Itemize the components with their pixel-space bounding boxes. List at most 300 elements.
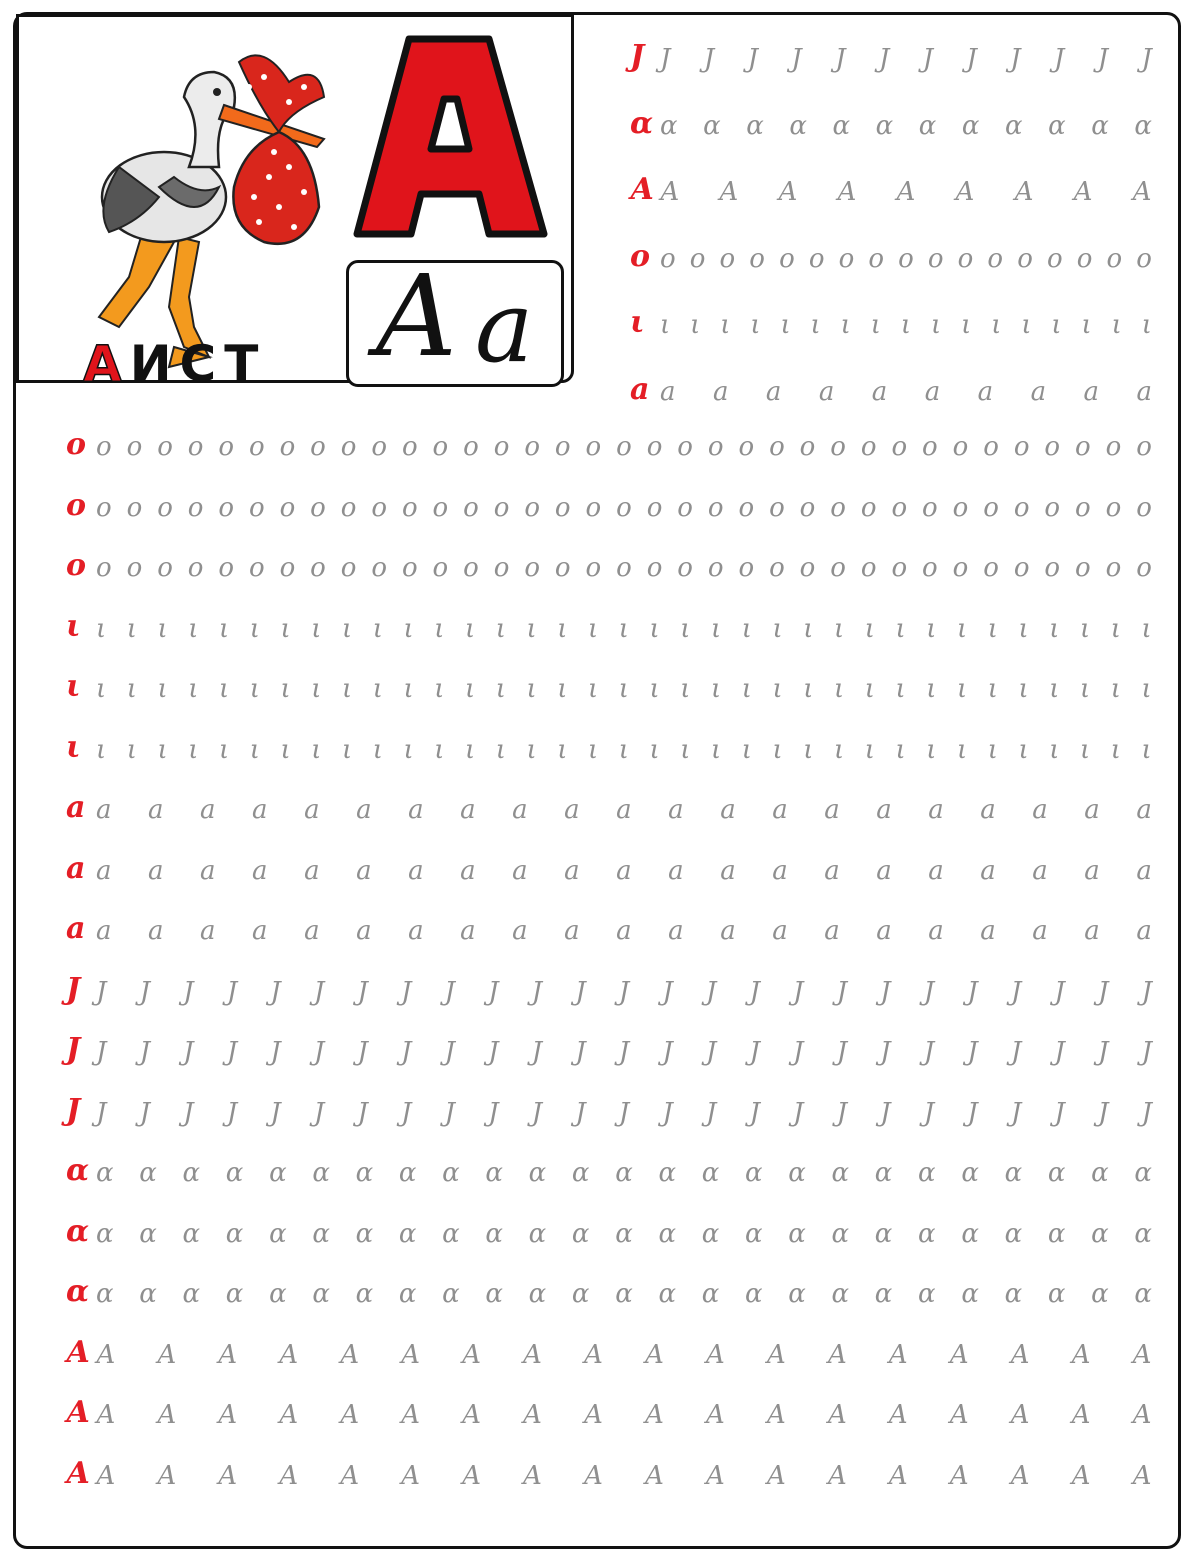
trace-letter: o <box>769 492 785 523</box>
trace-letter: o <box>1136 243 1152 274</box>
trace-letter: o <box>616 432 632 462</box>
trace-letter: ɑ <box>571 1158 590 1188</box>
trace-letter: ɑ <box>831 1218 850 1249</box>
trace-letter: J <box>880 1097 891 1128</box>
cursive-uppercase: А <box>374 252 459 382</box>
model-letter: А <box>66 1395 91 1430</box>
trace-letter: А <box>156 1339 177 1370</box>
trace-letter: o <box>616 492 632 523</box>
trace-letter: ι <box>465 613 476 644</box>
trace-letter: ι <box>495 613 506 644</box>
trace-letter: ɑ <box>571 1218 590 1249</box>
trace-letter: а <box>1084 916 1100 946</box>
trace-letter: А <box>278 1460 299 1491</box>
trace-letter: ι <box>96 674 107 704</box>
trace-letter: ι <box>495 734 506 765</box>
top-row <box>630 298 1152 338</box>
trace-letters <box>660 46 1152 72</box>
slant-line <box>0 0 10 1563</box>
trace-letter: ι <box>680 734 691 765</box>
trace-letter: ɑ <box>961 1158 979 1188</box>
trace-letter: J <box>791 44 802 74</box>
trace-letter: o <box>707 432 724 462</box>
trace-letter: J <box>313 976 325 1007</box>
trace-letter: o <box>922 492 938 523</box>
trace-letter: а <box>980 795 996 825</box>
trace-letter: ɑ <box>1134 110 1152 141</box>
trace-letter: J <box>662 976 673 1007</box>
trace-letter: ι <box>188 674 199 704</box>
trace-letter: ι <box>126 734 137 765</box>
trace-letter: ɑ <box>874 1218 893 1249</box>
trace-letter: А <box>766 1460 787 1491</box>
trace-letter: ι <box>1049 734 1060 765</box>
trace-letter: а <box>876 795 892 825</box>
trace-letter: ɑ <box>1047 1218 1066 1249</box>
trace-letter: ι <box>557 734 568 765</box>
bottom-row <box>66 1328 1152 1368</box>
trace-letters <box>96 1039 1152 1065</box>
bottom-row <box>66 783 1152 823</box>
trace-letter: J <box>1054 976 1065 1007</box>
model-letter: ɑ <box>66 1153 90 1188</box>
trace-letter: А <box>1132 1400 1152 1430</box>
trace-letter: а <box>200 795 216 825</box>
trace-letter: o <box>830 492 846 523</box>
model-letter: ι <box>66 669 81 704</box>
trace-letter: J <box>966 44 977 74</box>
trace-letter: o <box>585 492 602 523</box>
trace-letters <box>96 918 1152 944</box>
trace-letter: ɑ <box>874 1279 893 1309</box>
big-letter-a <box>349 29 549 249</box>
trace-letter: А <box>522 1460 543 1491</box>
trace-letter: ɑ <box>182 1279 201 1309</box>
trace-letter: ι <box>403 734 414 765</box>
trace-letter: o <box>554 492 571 523</box>
trace-letter: J <box>747 44 758 74</box>
trace-letter: o <box>868 243 885 274</box>
trace-letter: o <box>738 492 755 523</box>
trace-letter: ι <box>1049 613 1060 644</box>
trace-letter: ι <box>1111 310 1122 340</box>
trace-letter: а <box>408 916 424 946</box>
trace-letter: ɑ <box>1004 1279 1023 1309</box>
trace-letter: o <box>157 492 173 523</box>
trace-letter: o <box>585 432 602 462</box>
trace-letter: o <box>126 432 143 462</box>
trace-letter: а <box>712 376 729 407</box>
trace-letter: o <box>218 553 235 583</box>
trace-letter: А <box>888 1400 909 1430</box>
trace-letter: ι <box>403 674 414 704</box>
trace-letter: А <box>888 1460 909 1491</box>
trace-letter: ι <box>249 674 260 704</box>
trace-letter: а <box>96 795 112 825</box>
bottom-row <box>66 965 1152 1005</box>
trace-letter: ɑ <box>961 110 980 141</box>
trace-letter: o <box>463 432 479 462</box>
trace-letter: o <box>860 492 877 523</box>
trace-letter: o <box>1044 553 1061 583</box>
trace-letters <box>96 1097 1152 1128</box>
trace-letter: J <box>922 44 934 74</box>
trace-letter: J <box>139 1097 150 1128</box>
trace-letter: o <box>340 492 357 523</box>
trace-letter: J <box>444 1037 455 1067</box>
trace-letter: ɑ <box>442 1158 460 1188</box>
trace-letter: А <box>660 177 680 207</box>
trace-letter: А <box>827 1460 848 1491</box>
trace-letter: ι <box>864 613 875 644</box>
trace-letter: ɑ <box>1134 1279 1152 1309</box>
trace-letter: а <box>720 855 736 886</box>
model-letter: J <box>630 39 645 74</box>
trace-letter: J <box>1054 1037 1065 1067</box>
trace-letter: ι <box>834 734 845 765</box>
trace-letter: а <box>928 916 944 946</box>
trace-letter: ɑ <box>788 1218 806 1249</box>
trace-letter: А <box>1071 1400 1091 1430</box>
trace-letter: А <box>955 177 975 207</box>
trace-letter: o <box>677 492 693 523</box>
trace-letter: o <box>799 432 816 462</box>
trace-letter: o <box>187 432 204 462</box>
trace-letter: ι <box>403 613 414 644</box>
trace-letter: J <box>488 976 499 1007</box>
trace-letter: ι <box>219 734 230 765</box>
trace-letter: а <box>304 795 320 825</box>
trace-letter: а <box>356 916 372 946</box>
model-letter: ι <box>66 608 81 644</box>
trace-letter: o <box>248 553 265 583</box>
trace-letter: o <box>1075 553 1091 583</box>
trace-letter: ι <box>780 310 791 340</box>
trace-letter: ι <box>772 613 783 644</box>
trace-letter: J <box>531 1097 543 1128</box>
trace-letter: ι <box>342 613 353 644</box>
trace-letter: J <box>880 1037 891 1067</box>
trace-letters <box>96 1460 1152 1491</box>
trace-letter: А <box>1071 1460 1091 1491</box>
trace-letter: А <box>96 1339 116 1370</box>
trace-letter: o <box>987 243 1004 274</box>
trace-letter: ι <box>188 613 199 644</box>
trace-letter: J <box>270 976 281 1007</box>
trace-letter: ɑ <box>96 1218 114 1249</box>
trace-letter: J <box>313 1097 325 1128</box>
trace-letter: ι <box>618 613 629 644</box>
trace-letter: ɑ <box>918 1218 936 1249</box>
trace-letter: J <box>749 1037 760 1067</box>
trace-letter: а <box>765 376 782 407</box>
trace-letter: J <box>618 976 630 1007</box>
bottom-row <box>66 1388 1152 1428</box>
trace-letter: J <box>139 976 150 1007</box>
trace-letter: ɑ <box>961 1218 979 1249</box>
trace-letter: а <box>512 795 528 825</box>
trace-letter: а <box>408 795 424 825</box>
trace-letter: ɑ <box>398 1158 417 1188</box>
trace-letter: J <box>575 1037 586 1067</box>
bottom-row <box>66 602 1152 642</box>
trace-letter: А <box>400 1460 421 1491</box>
trace-letter: o <box>1044 432 1061 462</box>
trace-letter: А <box>278 1400 299 1430</box>
model-letter: А <box>66 1455 91 1491</box>
trace-letter: ɑ <box>615 1218 633 1249</box>
trace-letter: o <box>891 432 908 462</box>
trace-letter: J <box>444 976 455 1007</box>
trace-letters <box>96 492 1152 523</box>
trace-letter: o <box>585 553 602 583</box>
trace-letter: А <box>1010 1400 1030 1430</box>
trace-letter: А <box>217 1400 238 1430</box>
trace-letter: ɑ <box>744 1279 763 1309</box>
trace-letter: ι <box>126 674 137 704</box>
trace-letter: o <box>401 492 418 523</box>
trace-letter: ι <box>690 310 701 340</box>
bottom-row <box>66 723 1152 763</box>
trace-letter: а <box>1030 376 1047 407</box>
trace-letter: ι <box>834 674 845 704</box>
trace-letter: а <box>460 916 476 946</box>
trace-letter: ι <box>1080 674 1091 704</box>
trace-letter: а <box>252 795 268 825</box>
trace-letter: а <box>356 795 372 825</box>
trace-letter: J <box>660 44 671 74</box>
trace-letter: ɑ <box>355 1279 374 1309</box>
trace-letter: o <box>524 553 540 583</box>
trace-letter: o <box>1105 432 1122 462</box>
trace-letter: J <box>1141 976 1152 1007</box>
trace-letter: ι <box>372 734 383 765</box>
trace-letter: ι <box>157 674 168 704</box>
trace-letter: а <box>96 855 112 886</box>
trace-letter: ι <box>618 674 629 704</box>
trace-letter: а <box>977 376 994 407</box>
trace-letter: J <box>880 976 891 1007</box>
trace-letter: ɑ <box>528 1158 547 1188</box>
trace-letter: J <box>357 1097 368 1128</box>
trace-letter: o <box>96 432 112 462</box>
trace-letter: ι <box>495 674 506 704</box>
trace-letter: ι <box>1110 734 1121 765</box>
trace-letter: ι <box>741 674 752 704</box>
trace-letter: ι <box>342 734 353 765</box>
trace-letter: J <box>1097 976 1109 1007</box>
trace-letter: o <box>554 432 571 462</box>
trace-letter: ɑ <box>528 1218 547 1249</box>
model-letter: ɑ <box>66 1274 90 1309</box>
trace-letter: o <box>1076 243 1093 274</box>
trace-letter: o <box>1075 492 1091 523</box>
model-letter: А <box>66 1334 91 1370</box>
trace-letter: ι <box>1141 674 1152 704</box>
trace-letter: А <box>461 1339 482 1370</box>
trace-letter: А <box>1071 1339 1091 1370</box>
trace-letter: А <box>949 1339 970 1370</box>
trace-letter: ι <box>987 674 998 704</box>
trace-letter: J <box>793 976 804 1007</box>
trace-letter: ι <box>720 310 731 340</box>
trace-letter: J <box>1053 44 1065 74</box>
trace-letter: а <box>1084 795 1100 825</box>
trace-letter: o <box>1044 492 1061 523</box>
trace-letter: ι <box>434 613 445 644</box>
bottom-row <box>66 844 1152 884</box>
trace-letter: ɑ <box>832 110 851 141</box>
trace-letter: o <box>952 492 969 523</box>
trace-letter: А <box>644 1400 665 1430</box>
trace-letter: o <box>279 432 296 462</box>
trace-letter: а <box>564 795 580 825</box>
trace-letter: ι <box>864 734 875 765</box>
trace-letter: ɑ <box>615 1158 633 1188</box>
trace-letter: а <box>871 376 888 407</box>
trace-letters <box>96 734 1152 765</box>
trace-letter: ι <box>957 674 968 704</box>
trace-letter: o <box>310 492 326 523</box>
trace-letter: o <box>279 553 296 583</box>
trace-letter: ɑ <box>442 1218 460 1249</box>
trace-letter: J <box>835 44 846 74</box>
trace-letter: J <box>531 976 543 1007</box>
trace-letter: ɑ <box>182 1158 201 1188</box>
trace-letter: o <box>96 492 112 523</box>
trace-letter: J <box>1010 1037 1022 1067</box>
trace-letter: ι <box>987 734 998 765</box>
trace-letter: o <box>187 492 204 523</box>
trace-letter: ι <box>741 613 752 644</box>
trace-letters <box>96 434 1152 460</box>
trace-letter: ɑ <box>225 1279 244 1309</box>
trace-letter: ɑ <box>1005 110 1023 141</box>
model-letter: ι <box>630 305 645 340</box>
trace-letter: ɑ <box>658 1279 677 1309</box>
model-letter: ɑ <box>66 1213 90 1249</box>
trace-letter: А <box>96 1400 116 1430</box>
trace-letter: o <box>983 432 999 462</box>
trace-letter: ι <box>1110 674 1121 704</box>
trace-letter: а <box>616 855 632 886</box>
trace-letter: o <box>1105 553 1122 583</box>
trace-letter: o <box>952 432 969 462</box>
trace-letter: ɑ <box>831 1279 850 1309</box>
caption-word <box>83 335 267 393</box>
model-letter: а <box>66 911 86 946</box>
trace-letters <box>96 1339 1152 1370</box>
trace-letter: А <box>1014 177 1034 207</box>
trace-letter: J <box>400 976 412 1007</box>
trace-letter: ι <box>803 734 814 765</box>
trace-letters <box>660 376 1152 407</box>
trace-letter: ι <box>926 613 937 644</box>
trace-letter: ι <box>711 674 722 704</box>
trace-letter: o <box>922 432 938 462</box>
trace-letter: J <box>183 1037 194 1067</box>
trace-letter: ι <box>465 734 476 765</box>
trace-letters <box>660 179 1152 205</box>
trace-letter: J <box>1010 976 1022 1007</box>
trace-letter: ι <box>895 674 906 704</box>
trace-letter: ɑ <box>355 1158 374 1188</box>
top-row <box>630 32 1152 72</box>
trace-letter: а <box>772 916 788 946</box>
trace-letter: ι <box>991 310 1002 340</box>
trace-letter: J <box>705 1097 717 1128</box>
trace-letter: ɑ <box>398 1218 417 1249</box>
trace-letter: ι <box>588 734 599 765</box>
trace-letter: J <box>270 1097 281 1128</box>
trace-letter: ι <box>311 613 322 644</box>
trace-letter: o <box>279 492 296 523</box>
trace-letter: а <box>512 916 528 946</box>
trace-letters <box>96 1402 1152 1428</box>
trace-letter: ι <box>649 613 660 644</box>
trace-letter: o <box>371 553 387 583</box>
model-letter: o <box>66 548 87 583</box>
trace-letter: ɑ <box>269 1218 287 1249</box>
trace-letter: А <box>705 1400 726 1430</box>
trace-letter: o <box>126 492 143 523</box>
trace-letter: А <box>339 1339 360 1370</box>
bottom-row <box>66 1207 1152 1247</box>
trace-letter: ɑ <box>701 1218 720 1249</box>
trace-letter: ι <box>1141 310 1152 340</box>
trace-letter: o <box>310 432 326 462</box>
trace-letter: o <box>554 553 571 583</box>
trace-letter: J <box>183 1097 194 1128</box>
trace-letter: J <box>96 1037 107 1067</box>
trace-letter: ɑ <box>1004 1158 1023 1188</box>
trace-letter: ι <box>526 734 537 765</box>
trace-letter: o <box>432 432 449 462</box>
trace-letter: ɑ <box>789 110 807 141</box>
trace-letter: А <box>644 1460 665 1491</box>
trace-letter: ι <box>1081 310 1092 340</box>
model-letter: а <box>66 850 86 886</box>
trace-letter: а <box>460 795 476 825</box>
model-letter: а <box>630 371 650 407</box>
trace-letter: а <box>512 855 528 886</box>
trace-letter: ι <box>465 674 476 704</box>
trace-letter: J <box>139 1037 150 1067</box>
trace-letter: ɑ <box>1047 1158 1066 1188</box>
trace-letter: а <box>824 916 840 946</box>
bottom-row <box>66 1146 1152 1186</box>
trace-letter: o <box>157 553 173 583</box>
trace-letter: o <box>646 432 663 462</box>
trace-letter: o <box>524 432 540 462</box>
trace-letter: o <box>707 492 724 523</box>
trace-letter: ɑ <box>1048 110 1066 141</box>
trace-letter: o <box>769 432 785 462</box>
trace-letter: ι <box>711 734 722 765</box>
trace-letter: ι <box>280 734 291 765</box>
trace-letter: а <box>980 855 996 886</box>
trace-letter: ɑ <box>875 110 894 141</box>
trace-letter: J <box>313 1037 325 1067</box>
model-letter: o <box>630 238 651 274</box>
trace-letter: J <box>183 976 194 1007</box>
trace-letters <box>96 976 1152 1007</box>
trace-letter: ɑ <box>918 1158 936 1188</box>
trace-letter: а <box>252 916 268 946</box>
trace-letter: ι <box>870 310 881 340</box>
trace-letter: o <box>371 432 387 462</box>
trace-letter: ɑ <box>225 1158 244 1188</box>
